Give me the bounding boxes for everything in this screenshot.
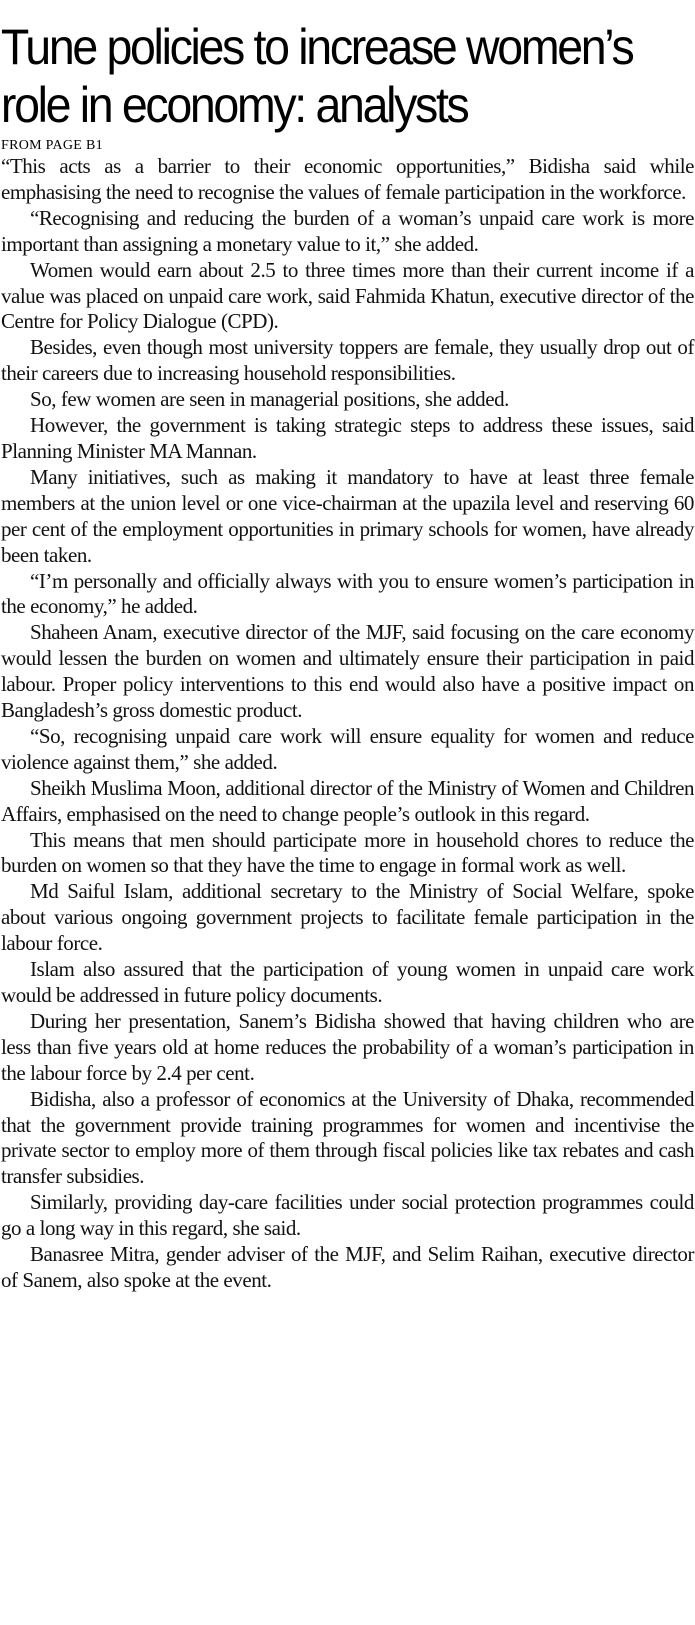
paragraph-6: However, the government is taking strategic steps to address these issues, said Planning Minister MA Mannan. [1, 413, 694, 463]
paragraph-7: Many initiatives, such as making it mandatory to have at least three female members at the union level or one vice-chairman at the upazila level and reserving 60 per cent of the employment opportunities in primary schools for women, have already been taken. [1, 464, 694, 567]
paragraph-10: “So, recognising unpaid care work will ensure equality for women and reduce violence against them,” she added. [1, 723, 694, 774]
paragraph-15: During her presentation, Sanem’s Bidisha showed that having children who are less than five years old at home reduces the probability of a woman’s participation in the labour force by 2.4 per cent. [1, 1008, 694, 1085]
paragraph-8: “I’m personally and officially always with you to ensure women’s participation in the economy,” he added. [1, 568, 694, 619]
paragraph-16: Bidisha, also a professor of economics at the University of Dhaka, recommended that the government provide training programmes for women and incentivise the private sector to employ more of them through fiscal policies like tax rebates and cash transfer subsidies. [1, 1086, 694, 1189]
paragraph-9: Shaheen Anam, executive director of the MJF, said focusing on the care economy would lessen the burden on women and ultimately ensure their participation in paid labour. Proper policy interventions to this end would also have a positive impact on Bangladesh’s gross domestic product. [1, 620, 694, 723]
paragraph-17: Similarly, providing day-care facilities under social protection programmes could go a long way in this regard, she said. [1, 1190, 694, 1241]
paragraph-12: This means that men should participate more in household chores to reduce the burden on women so that they have the time to engage in formal work as well. [1, 827, 694, 878]
paragraph-4: Besides, even though most university toppers are female, they usually drop out of their careers due to increasing household responsibilities. [1, 335, 694, 386]
headline [0, 0, 689, 134]
paragraph-14: Islam also assured that the participation of young women in unpaid care work would be addressed in future policy documents. [1, 957, 694, 1007]
headline-line-1: Tune policies to increase women’s [0, 19, 633, 75]
headline-line-2: role in economy: analysts [0, 77, 468, 133]
paragraph-1: “This acts as a barrier to their economic opportunities,” Bidisha said while emphasising the need to recognise the values of female participation in the workforce. [1, 154, 694, 204]
paragraph-5: So, few women are seen in managerial positions, she added. [30, 387, 509, 412]
continued-from-label: FROM PAGE B1 [1, 138, 103, 153]
paragraph-13: Md Saiful Islam, additional secretary to the Ministry of Social Welfare, spoke about various ongoing government projects to facilitate female participation in the labour force. [1, 879, 694, 956]
paragraph-11: Sheikh Muslima Moon, additional director of the Ministry of Women and Children Affairs, emphasised on the need to change people’s outlook in this regard. [1, 775, 694, 826]
paragraph-2: “Recognising and reducing the burden of a woman’s unpaid care work is more important than assigning a monetary value to it,” she added. [1, 205, 694, 256]
article-body [0, 154, 694, 1294]
paragraph-3: Women would earn about 2.5 to three times more than their current income if a value was placed on unpaid care work, said Fahmida Khatun, executive director of the Centre for Policy Dialogue (CPD). [1, 257, 694, 334]
paragraph-18: Banasree Mitra, gender adviser of the MJF, and Selim Raihan, executive director of Sanem, also spoke at the event. [1, 1242, 694, 1292]
